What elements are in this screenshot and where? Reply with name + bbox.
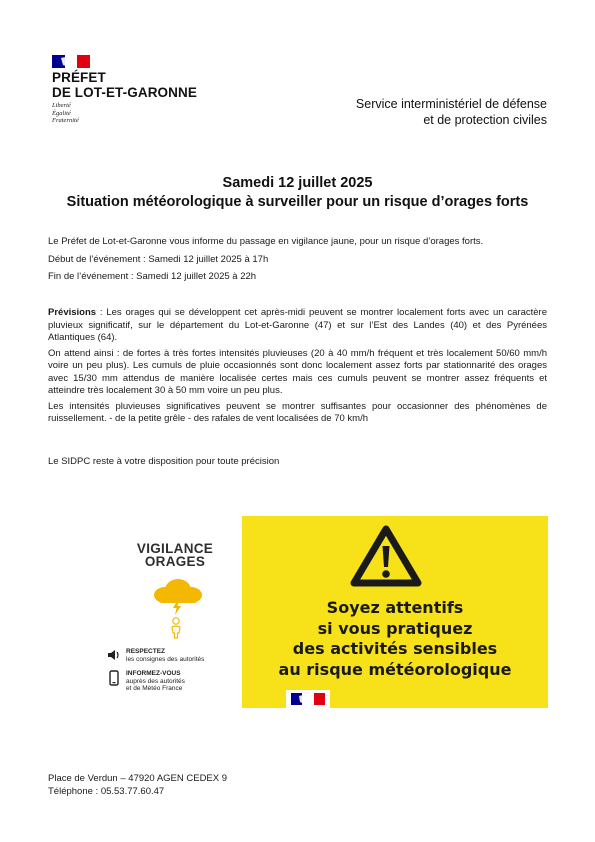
devise-egalite: Égalité xyxy=(52,109,71,117)
devise-fraternite: Fraternité xyxy=(52,117,79,124)
vigilance-card xyxy=(100,530,240,710)
devise-liberte: Liberté xyxy=(52,102,71,109)
debut-text: Début de l’événement : Samedi 12 juillet 2025 à 17h xyxy=(48,253,269,265)
sidpc-text: Le SIDPC reste à votre disposition pour toute précision xyxy=(48,456,280,467)
service-line2: et de protection civiles xyxy=(423,113,547,127)
advice2-text1: auprès des autorités xyxy=(126,677,185,685)
advice2-bold: INFORMEZ-VOUS xyxy=(126,670,181,677)
prefet-logo-text xyxy=(52,71,197,100)
prefet-line2: DE LOT-ET-GARONNE xyxy=(52,84,197,100)
footer-phone: Téléphone : 05.53.77.60.47 xyxy=(48,786,165,797)
previsions-label: Prévisions xyxy=(48,307,97,318)
devise xyxy=(52,102,79,125)
document-title xyxy=(0,174,595,212)
message-line3: des activités sensibles xyxy=(292,639,498,658)
intensites-paragraph: Les intensités pluvieuses significatives peuvent se montrer suffisantes pour occasionner des phénomènes de ruissellement. - de la petite grêle - des rafales de vent localisées de 70 km/h xyxy=(48,400,547,424)
title-date: Samedi 12 juillet 2025 xyxy=(222,175,373,191)
advice1-bold: RESPECTEZ xyxy=(126,648,166,655)
advice-informez xyxy=(126,670,185,693)
message-line4: au risque météorologique xyxy=(278,659,512,679)
vigilance-message-panel xyxy=(242,516,548,708)
previsions-paragraph xyxy=(48,307,547,345)
title-subject: Situation météorologique à surveiller pour un risque d’orages forts xyxy=(66,194,529,210)
footer xyxy=(48,772,227,798)
advice-respectez xyxy=(126,648,204,663)
prefet-line1: PRÉFET xyxy=(52,70,106,85)
advice2-text2: et de Météo France xyxy=(126,685,183,692)
previsions-block xyxy=(48,307,547,426)
vigilance-message xyxy=(242,598,548,680)
intro-text: Le Préfet de Lot-et-Garonne vous informe du passage en vigilance jaune, pour un risque d’orages forts. xyxy=(48,236,484,247)
fin-text: Fin de l’événement : Samedi 12 juillet 2025 à 22h xyxy=(48,271,257,282)
marianne-flag-icon xyxy=(52,55,90,68)
sidpc-block xyxy=(48,456,547,469)
vigilance-title xyxy=(100,542,250,568)
speaker-icon xyxy=(107,648,121,666)
intro-block xyxy=(48,236,547,284)
vigilance-title-line2: ORAGES xyxy=(144,554,206,569)
phone-icon xyxy=(109,670,119,691)
attend-paragraph: On attend ainsi : de fortes à très fortes intensités pluvieuses (20 à 40 mm/h fréquent et très localement 50/60 mm/h voire un peu plus). Les cumuls de pluie occasionnés sont donc localement assez forts par stationnarité des orages avec 15/30 mm attendus de manière localisée certes mais ces cumuls peuvent se montrer assez fréquents et atteindre très localement 30 à 50 mm voire un peu plus. xyxy=(48,347,547,396)
person-icon xyxy=(170,617,182,644)
footer-address: Place de Verdun – 47920 AGEN CEDEX 9 xyxy=(48,773,228,784)
vigilance-title-line1: VIGILANCE xyxy=(136,541,214,556)
warning-triangle-icon xyxy=(350,524,422,593)
previsions-text: : Les orages qui se développent cet après-midi peuvent se montrer localement forts avec un caractère pluvieux significatif, sur le département du Lot-et-Garonne (47) et sur l’Est des Landes (40) et des Pyrénées Atlantiques (64). xyxy=(48,307,547,343)
message-line2: si vous pratiquez xyxy=(317,618,473,638)
service-line1: Service interministériel de défense xyxy=(355,97,547,111)
french-flag-icon xyxy=(286,690,330,708)
service-name xyxy=(356,96,547,128)
message-line1: Soyez attentifs xyxy=(326,598,464,617)
advice1-text: les consignes des autorités xyxy=(126,655,205,663)
